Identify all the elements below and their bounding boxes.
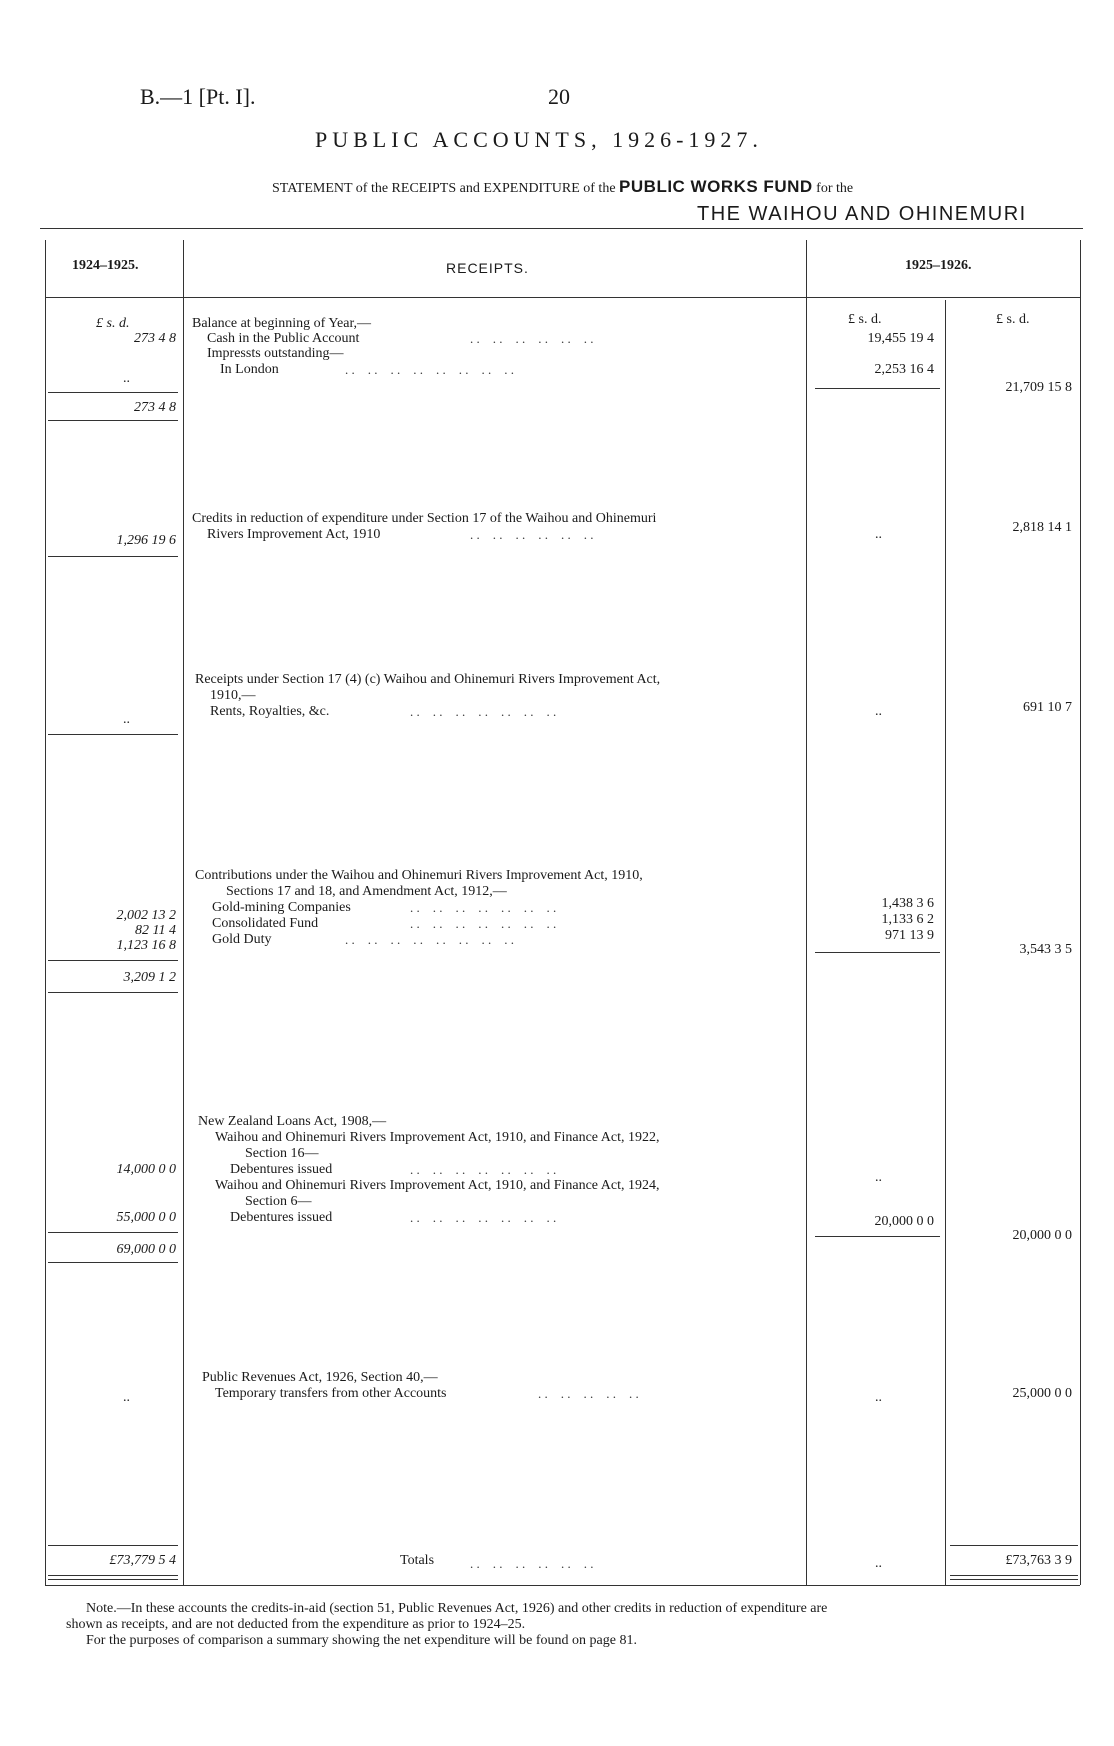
balance-prev-total: 273 4 8 [134,400,176,415]
subtotal-rule [48,392,178,393]
leader-dots: . . . . . . . . . . . . . . . . [345,932,514,947]
receipts17-sub: .. [875,704,882,719]
loans-line-1: New Zealand Loans Act, 1908,— [198,1114,387,1129]
receipts17-line-3: Rents, Royalties, &c. [210,704,330,719]
leader-dots: . . . . . . . . . . . . . . [410,916,557,931]
subtotal-rule [48,992,178,993]
contribution-prev-gold-duty: 1,123 16 8 [116,938,176,953]
subtotal-rule [48,1232,178,1233]
leader-dots: . . . . . . . . . . . . [470,527,594,542]
contribution-label-gold-duty: Gold Duty [212,932,272,947]
loans-sub-2: 20,000 0 0 [874,1214,934,1229]
balance-imprests-label: Impressts outstanding— [207,346,344,361]
subtotal-rule [815,1236,940,1237]
loans-line-6: Section 6— [245,1194,312,1209]
loans-line-3: Section 16— [245,1146,319,1161]
balance-heading: Balance at beginning of Year,— [192,316,372,331]
totals-label: Totals [400,1553,435,1568]
balance-total: 21,709 15 8 [1005,380,1072,395]
table-top-rule [40,228,1083,229]
table-left-rule [45,240,46,1585]
contributions-prev-total: 3,209 1 2 [123,970,176,985]
loans-line-7: Debentures issued [230,1210,333,1225]
revenues-total: 25,000 0 0 [1012,1386,1072,1401]
receipts17-line-1: Receipts under Section 17 (4) (c) Waihou and Ohinemuri Rivers Improvement Act, [195,672,661,687]
subtotal-rule [815,388,940,389]
loans-prev-2: 55,000 0 0 [116,1210,176,1225]
col-divider-1 [183,240,184,1585]
contributions-total: 3,543 3 5 [1019,942,1072,957]
balance-london-value: 2,253 16 4 [874,362,934,377]
contribution-label-consolidated: Consolidated Fund [212,916,319,931]
totals-sub: .. [875,1556,882,1571]
contribution-prev-gold-mining: 2,002 13 2 [116,908,176,923]
document-reference: B.—1 [Pt. I]. [140,84,256,109]
revenues-line-2: Temporary transfers from other Accounts [215,1386,447,1401]
revenues-sub: .. [875,1390,882,1405]
contributions-line-2: Sections 17 and 18, and Amendment Act, 1912,— [226,884,507,899]
credits-prev: 1,296 19 6 [116,533,176,548]
col-header-prev-year: 1924–1925. [72,258,139,273]
credits-line-2: Rivers Improvement Act, 1910 [207,527,381,542]
loans-line-4: Debentures issued [230,1162,333,1177]
leader-dots: . . . . . . . . . . . . . . . . [345,362,514,377]
col-divider-2 [806,240,807,1585]
leader-dots: . . . . . . . . . . . . [470,331,594,346]
leader-dots: . . . . . . . . . . [538,1386,639,1401]
subtitle-post: for the [816,181,854,196]
leader-dots: . . . . . . . . . . . . [470,1556,594,1571]
loans-sub-1: .. [875,1170,882,1185]
loans-total: 20,000 0 0 [1012,1228,1072,1243]
currency-units-total: £ s. d. [996,312,1030,327]
revenues-line-1: Public Revenues Act, 1926, Section 40,— [202,1370,438,1385]
loans-prev-1: 14,000 0 0 [116,1162,176,1177]
contribution-prev-consolidated: 82 11 4 [135,923,176,938]
col-header-curr-year: 1925–1926. [905,258,972,273]
col-header-receipts: RECEIPTS. [446,260,529,276]
currency-units-sub: £ s. d. [848,312,882,327]
balance-london-label: In London [220,362,279,377]
balance-prev-cash: 273 4 8 [134,331,176,346]
note-line-2: shown as receipts, and are not deducted from the expenditure as prior to 1924–25. [66,1617,526,1632]
contribution-value-gold-mining: 1,438 3 6 [881,896,934,911]
note-line-1: Note.—In these accounts the credits-in-aid (section 51, Public Revenues Act, 1926) and other credits in reduction of expenditure are [86,1601,828,1616]
receipts17-total: 691 10 7 [1023,700,1072,715]
loans-prev-total: 69,000 0 0 [116,1242,176,1257]
subtotal-rule [48,1262,178,1263]
totals-double-rule [950,1575,1078,1580]
loans-line-5: Waihou and Ohinemuri Rivers Improvement Act, 1910, and Finance Act, 1924, [215,1178,660,1193]
table-bottom-rule [45,1585,1080,1586]
statement-subtitle [272,177,853,197]
revenues-prev: .. [123,1390,130,1405]
contribution-label-gold-mining: Gold-mining Companies [212,900,351,915]
header-rule [45,297,1080,298]
page-number: 20 [548,84,570,109]
totals-double-rule [48,1575,178,1580]
balance-cash-value: 19,455 19 4 [867,331,934,346]
leader-dots: . . . . . . . . . . . . . . [410,900,557,915]
balance-cash-label: Cash in the Public Account [207,331,360,346]
credits-sub: .. [875,527,882,542]
note-line-3: For the purposes of comparison a summary showing the net expenditure will be found on page 81. [86,1633,637,1648]
subtitle-fund-name: PUBLIC WORKS FUND [619,177,813,196]
totals-total: £73,763 3 9 [1005,1553,1072,1568]
leader-dots: . . . . . . . . . . . . . . [410,1210,557,1225]
contribution-value-consolidated: 1,133 6 2 [881,912,934,927]
col-divider-3 [945,300,946,1585]
credits-total: 2,818 14 1 [1012,520,1072,535]
currency-units-prev: £ s. d. [96,316,130,331]
balance-prev-london: .. [123,371,130,386]
credits-line-1: Credits in reduction of expenditure under Section 17 of the Waihou and Ohinemuri [192,511,657,526]
leader-dots: . . . . . . . . . . . . . . [410,1162,557,1177]
totals-rule [950,1545,1078,1546]
page-title: PUBLIC ACCOUNTS, 1926-1927. [315,127,763,152]
loans-line-2: Waihou and Ohinemuri Rivers Improvement Act, 1910, and Finance Act, 1922, [215,1130,660,1145]
subtitle-pre: STATEMENT of the RECEIPTS and EXPENDITURE of the [272,181,616,196]
receipts17-prev: .. [123,712,130,727]
subtotal-rule [815,952,940,953]
subtitle-scheme-name: THE WAIHOU AND OHINEMURI [697,203,1027,225]
subtotal-rule [48,960,178,961]
receipts17-line-2: 1910,— [210,688,256,703]
totals-prev: £73,779 5 4 [109,1553,176,1568]
contribution-value-gold-duty: 971 13 9 [885,928,934,943]
section-rule [48,734,178,735]
subtotal-rule [48,420,178,421]
totals-rule [48,1545,178,1546]
section-rule [48,556,178,557]
table-right-rule [1080,240,1081,1585]
leader-dots: . . . . . . . . . . . . . . [410,704,557,719]
contributions-line-1: Contributions under the Waihou and Ohinemuri Rivers Improvement Act, 1910, [195,868,643,883]
